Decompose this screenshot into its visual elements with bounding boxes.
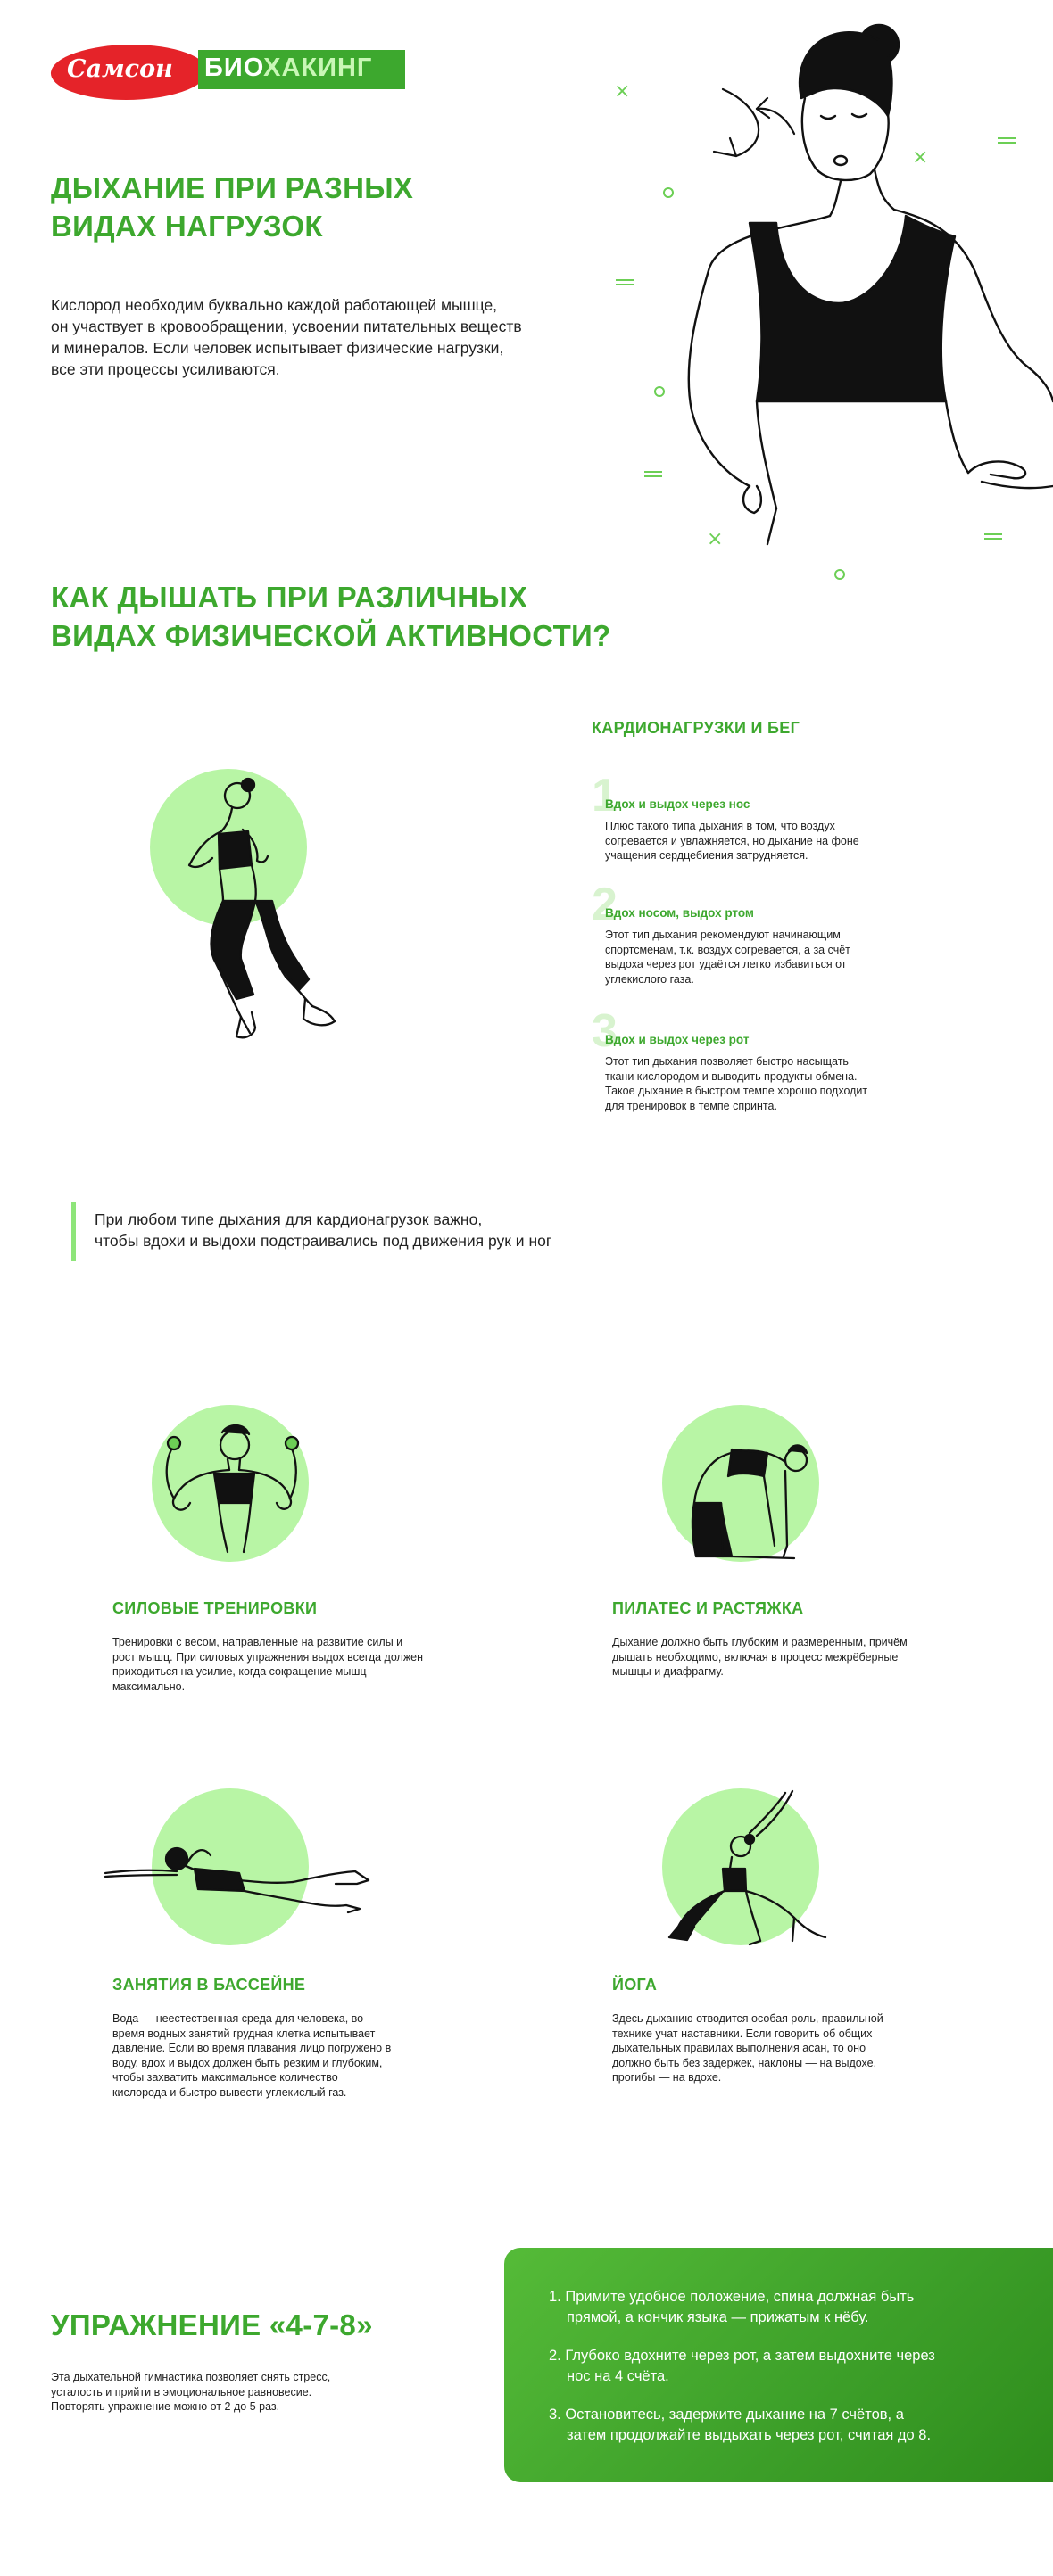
exercise-desc-line: Повторять упражнение можно от 2 до 5 раз. (51, 2400, 280, 2413)
decor-equals (644, 471, 662, 477)
step-line: Этот тип дыхания позволяет быстро насыщать (605, 1055, 849, 1068)
decor-cross: × (912, 146, 929, 169)
decor-cross: × (707, 528, 724, 550)
step-line: Этот тип дыхания рекомендуют начинающим (605, 929, 841, 941)
note-text (95, 1209, 666, 1251)
step-number: 3 (592, 1005, 618, 1057)
activity-line: кислорода и быстро вывести углекислый газ. (112, 2085, 347, 2099)
brand-logo[interactable] (51, 45, 408, 100)
intro-text (51, 294, 622, 380)
decor-cross: × (614, 80, 631, 103)
cardio-step (592, 881, 913, 988)
swimmer-illustration (105, 1820, 373, 1918)
section-title-line: КАК ДЫШАТЬ ПРИ РАЗЛИЧНЫХ (51, 581, 528, 614)
activity-line: воду, вдох и выдох должен быть резким и глубоким, (112, 2056, 383, 2069)
activity-title: ЗАНЯТИЯ В БАССЕЙНЕ (112, 1976, 306, 1994)
page-title-line: ВИДАХ НАГРУЗОК (51, 210, 323, 243)
exercise-step-line: затем продолжайте выдыхать через рот, считая до 8. (567, 2427, 932, 2443)
cardio-heading: КАРДИОНАГРУЗКИ И БЕГ (592, 719, 800, 737)
exercise-steps-box (504, 2248, 1053, 2482)
activity-line: должно быть без задержек, наклоны — на выдохе, (612, 2056, 877, 2069)
brand-bio: БИО (204, 54, 264, 82)
step-text (605, 928, 908, 987)
activity-line: максимально. (112, 1680, 186, 1693)
decor-equals (616, 279, 634, 285)
intro-line: и минералов. Если человек испытывает физические нагрузки, (51, 339, 504, 357)
cardio-step (592, 772, 913, 871)
exercise-title: УПРАЖНЕНИЕ «4-7-8» (51, 2308, 373, 2341)
exercise-step-line: нос на 4 счёта. (567, 2368, 669, 2384)
page-title (51, 169, 551, 245)
decor-ring (834, 569, 845, 580)
activity-line: Дыхание должно быть глубоким и размеренным, причём (612, 1636, 908, 1648)
activity-text (612, 2011, 1005, 2085)
activity-line: Тренировки с весом, направленные на развитие силы и (112, 1636, 403, 1648)
exercise-description (51, 2370, 444, 2415)
exercise-desc-line: усталость и прийти в эмоциональное равновесие. (51, 2385, 312, 2398)
decor-equals (984, 533, 1002, 540)
activity-title: СИЛОВЫЕ ТРЕНИРОВКИ (112, 1599, 318, 1617)
intro-line: все эти процессы усиливаются. (51, 360, 280, 378)
exercise-step (549, 2346, 935, 2387)
cardio-step (592, 1005, 913, 1115)
exercise-step (549, 2405, 935, 2446)
step-text (605, 1054, 908, 1113)
activity-line: Здесь дыханию отводится особая роль, правильной (612, 2012, 883, 2025)
intro-line: он участвует в кровообращении, усвоении питательных веществ (51, 318, 522, 335)
strength-illustration (147, 1418, 317, 1561)
section-title-line: ВИДАХ ФИЗИЧЕСКОЙ АКТИВНОСТИ? (51, 619, 611, 652)
activity-title: ПИЛАТЕС И РАСТЯЖКА (612, 1599, 804, 1617)
step-line: Такое дыхание в быстром темпе хорошо подходит (605, 1085, 868, 1097)
activity-line: Вода — неестественная среда для человека, во (112, 2012, 364, 2025)
activity-line: мышцы и диафрагму. (612, 1665, 724, 1678)
step-line: выдоха через рот удаётся легко избавиться от (605, 958, 847, 970)
pilates-illustration (678, 1432, 821, 1565)
brand-name-biohacking (204, 54, 372, 83)
step-line: учащения сердцебиения затрудняется. (605, 849, 808, 862)
note-line: чтобы вдохи и выдохи подстраивались под движения рук и ног (95, 1232, 552, 1250)
exercise-step-line: прямой, а кончик языка — прижатым к нёбу. (567, 2309, 869, 2325)
step-number: 1 (592, 770, 618, 822)
brand-hacking: ХАКИНГ (263, 54, 373, 82)
step-line: углекислого газа. (605, 972, 694, 986)
exercise-step-line: 2. Глубоко вдохните через рот, а затем выдохните через (549, 2348, 935, 2364)
step-title: Вдох носом, выдох ртом (605, 906, 754, 920)
activity-text (112, 1635, 487, 1694)
activity-line: чтобы захватить максимальное количество (112, 2071, 338, 2084)
activity-line: технике учат наставники. Если говорить об общих (612, 2027, 873, 2040)
activity-line: рост мышц. При силовых упражнения выдох всегда должен (112, 1650, 424, 1664)
step-title: Вдох и выдох через рот (605, 1033, 750, 1046)
exercise-step-line: 1. Примите удобное положение, спина должная быть (549, 2289, 915, 2305)
step-text (605, 819, 908, 863)
activity-line: давление. Если во время плавания лицо погружено в (112, 2042, 392, 2054)
breathing-woman-illustration (607, 9, 1053, 553)
yoga-illustration (660, 1784, 839, 1953)
brand-name-samson: Самсон (67, 55, 173, 83)
note-line: При любом типе дыхания для кардионагрузок важно, (95, 1210, 483, 1228)
decor-equals (998, 137, 1016, 144)
note-bar (71, 1202, 76, 1261)
step-line: ткани кислородом и выводить продукты обмена. (605, 1069, 858, 1083)
activity-line: дыхательных правилах выполнения асан, то оно (612, 2042, 866, 2054)
step-line: согревается и увлажняется, но дыхание на фоне (605, 834, 859, 847)
runner-illustration (170, 776, 339, 1061)
activity-line: дышать необходимо, включая в процесс межрёберные (612, 1650, 899, 1664)
activity-title: ЙОГА (612, 1976, 658, 1994)
step-line: Плюс такого типа дыхания в том, что воздух (605, 820, 835, 832)
page-title-line: ДЫХАНИЕ ПРИ РАЗНЫХ (51, 171, 414, 204)
activity-line: прогибы — на вдохе. (612, 2071, 722, 2084)
exercise-step-line: 3. Остановитесь, задержите дыхание на 7 счётов, а (549, 2407, 904, 2423)
activity-text (112, 2011, 487, 2100)
step-number: 2 (592, 879, 618, 930)
exercise-desc-line: Эта дыхательной гимнастика позволяет снять стресс, (51, 2371, 331, 2383)
step-line: спортсменам, т.к. воздух согревается, а за счёт (605, 943, 850, 956)
decor-ring (654, 386, 665, 397)
step-line: для тренировок в темпе спринта. (605, 1099, 777, 1112)
intro-line: Кислород необходим буквально каждой работающей мышце, (51, 296, 498, 314)
section-title (51, 578, 765, 655)
decor-ring (663, 187, 674, 198)
step-title: Вдох и выдох через нос (605, 797, 750, 811)
exercise-steps (549, 2287, 935, 2446)
exercise-step (549, 2287, 935, 2328)
activity-line: время водных занятий грудная клетка испытывает (112, 2027, 376, 2040)
activity-text (612, 1635, 1005, 1680)
activity-line: приходиться на усилие, когда сокращение мышц (112, 1665, 367, 1678)
